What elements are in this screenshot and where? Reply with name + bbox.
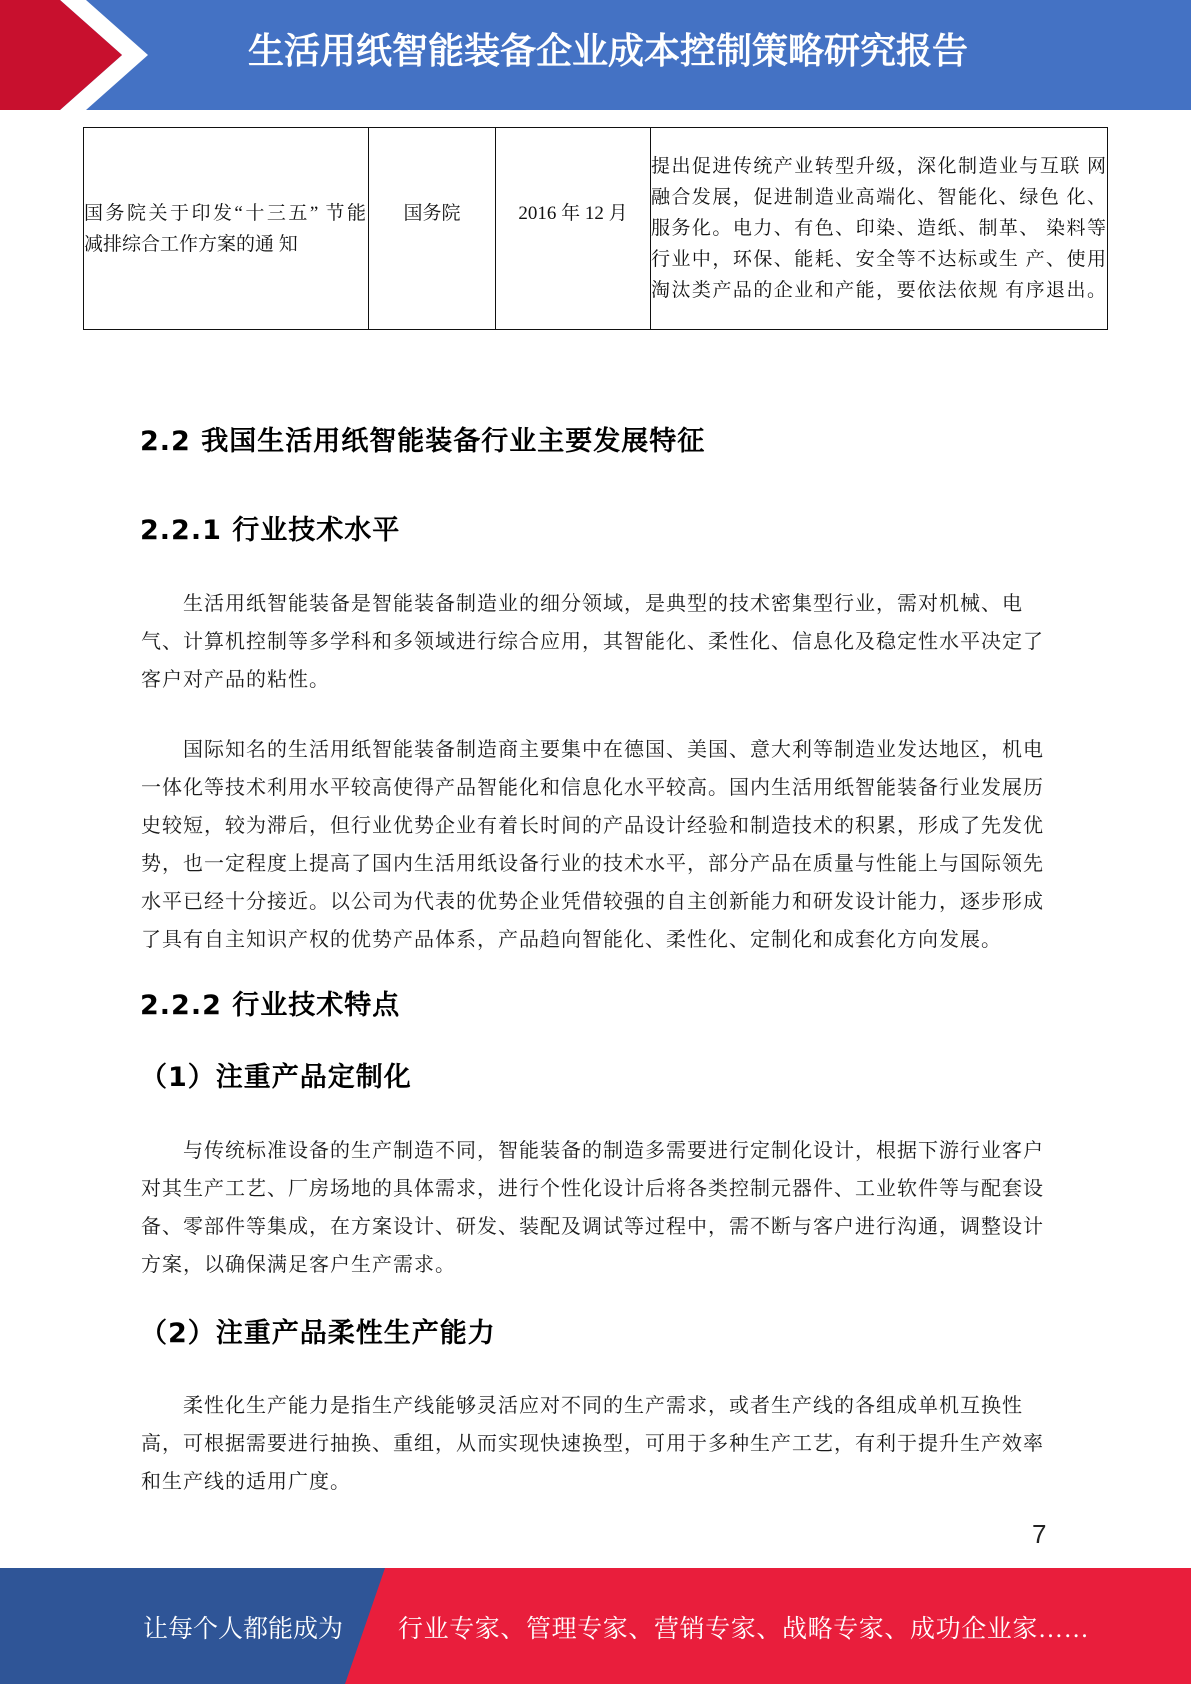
page-number: 7: [1032, 1519, 1047, 1549]
table-cell-document: [84, 128, 369, 329]
paragraph: 柔性化生产能力是指生产线能够灵活应对不同的生产需求，或者生产线的各组成单机互换性高，可根据需要进行抽换、重组，从而实现快速换型，可用于多种生产工艺，有利于提升生产效率和生产线的适用广度。: [141, 1395, 1044, 1493]
issuer-text: 国务院: [403, 203, 461, 224]
subsection-heading-technical-level: 2.2.1 行业技术水平: [140, 515, 401, 546]
point-heading-flexible-production: （2）注重产品柔性生产能力: [140, 1318, 496, 1349]
document-title-line: 国务院关于印发“十三五” 节能: [84, 202, 366, 224]
section-heading: 2.2 我国生活用纸智能装备行业主要发展特征: [140, 426, 706, 457]
content-line: 提出促进传统产业转型升级，深化制造业与互联 网: [651, 156, 1106, 177]
subsection-heading-technical-features: 2.2.2 行业技术特点: [140, 990, 401, 1021]
paragraph: 国际知名的生活用纸智能装备制造商主要集中在德国、美国、意大利等制造业发达地区，机电一体化等技术利用水平较高使得产品智能化和信息化水平较高。国内生活用纸智能装备行业发展历史较短，较为滞后，但行业优势企业有着长时间的产品设计经验和制造技术的积累，形成了先发优势，也一定程度上提高了国内生活用纸设备行业的技术水平，部分产品在质量与性能上与国际领先水平已经十分接近。以公司为代表的优势企业凭借较强的自主创新能力和研发设计能力，逐步形成了具有自主知识产权的优势产品体系，产品趋向智能化、柔性化、定制化和成套化方向发展。: [141, 739, 1044, 951]
table-cell-date: [496, 128, 651, 329]
point-heading-customization: （1）注重产品定制化: [140, 1062, 412, 1093]
content-line: 行业中，环保、能耗、安全等不达标或生 产、使用: [651, 249, 1106, 270]
footer-slogan-lead: 让每个人都能成为: [143, 1616, 344, 1643]
footer-slogan-roles: 行业专家、管理专家、营销专家、战略专家、成功企业家……: [398, 1616, 1090, 1643]
report-title: 生活用纸智能装备企业成本控制策略研究报告: [248, 31, 969, 72]
paragraph: 与传统标准设备的生产制造不同，智能装备的制造多需要进行定制化设计，根据下游行业客户对其生产工艺、厂房场地的具体需求，进行个性化设计后将各类控制元器件、工业软件等与配套设备、零部件等集成，在方案设计、研发、装配及调试等过程中，需不断与客户进行沟通，调整设计方案，以确保满足客户生产需求。: [141, 1140, 1044, 1276]
page-footer: [0, 1568, 1191, 1684]
table-cell-issuer: [369, 128, 496, 329]
content-line: 淘汰类产品的企业和产能，要依法依规 有序退出。: [651, 280, 1106, 301]
document-title-line: 减排综合工作方案的通 知: [84, 233, 298, 255]
paragraph: 生活用纸智能装备是智能装备制造业的细分领域，是典型的技术密集型行业，需对机械、电气、计算机控制等多学科和多领域进行综合应用，其智能化、柔性化、信息化及稳定性水平决定了客户对产品的粘性。: [141, 593, 1044, 691]
content-line: 融合发展，促进制造业高端化、智能化、绿色 化、: [651, 187, 1106, 208]
policy-table: [83, 127, 1108, 330]
page-header: [0, 0, 1191, 110]
content-line: 服务化。电力、有色、印染、造纸、制革、 染料等: [651, 218, 1106, 239]
table-cell-content: [651, 128, 1107, 329]
date-text: 2016 年 12 月: [518, 203, 628, 224]
